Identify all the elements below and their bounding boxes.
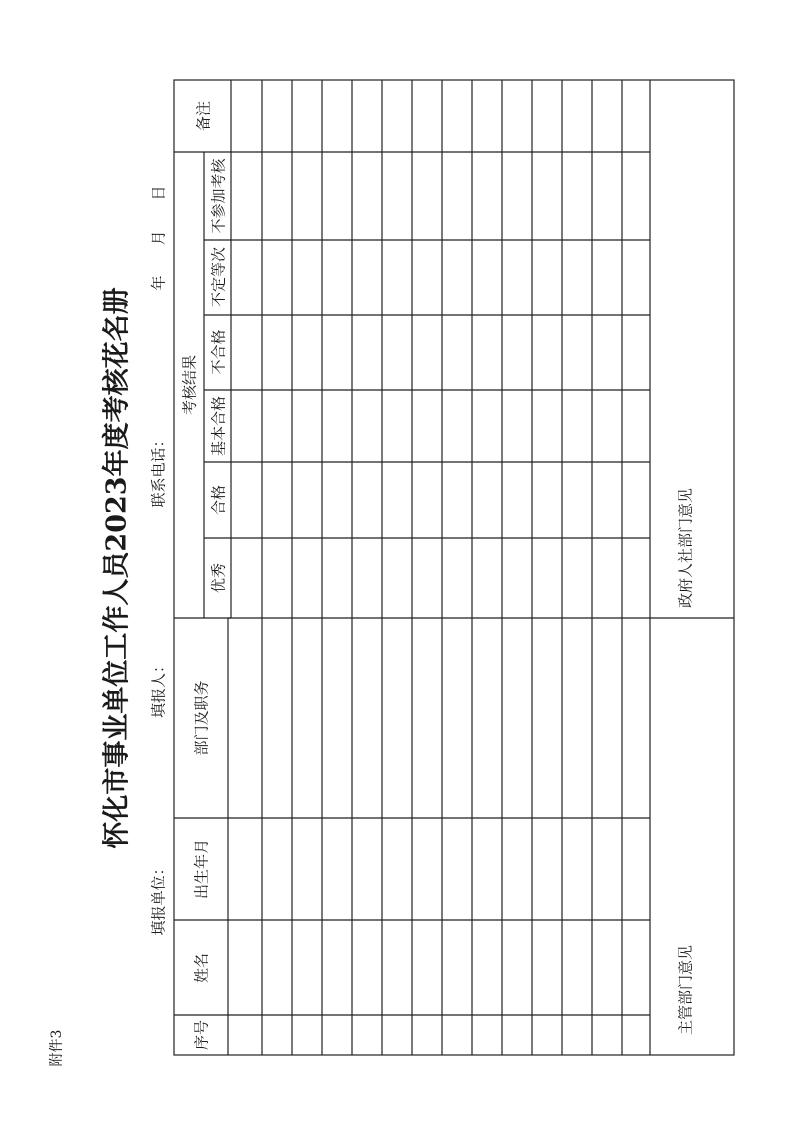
- col-header-remarks: 备注: [194, 100, 213, 132]
- filler-label: 填报人：: [149, 657, 168, 719]
- col-header-unqualified: 不合格: [209, 329, 228, 375]
- col-header-undetermined: 不定等次: [209, 246, 228, 308]
- col-header-basic-qualified: 基本合格: [209, 395, 228, 457]
- phone-label: 联系电话：: [149, 432, 168, 508]
- col-header-dept-position: 部门及职务: [192, 680, 211, 756]
- date-label: 年 月 日: [149, 185, 168, 291]
- col-header-result-group: 考核结果: [180, 354, 199, 416]
- col-header-birth: 出生年月: [192, 838, 211, 900]
- page-title: 怀化市事业单位工作人员2023年度考核花名册: [101, 287, 133, 849]
- attachment-label: 附件3: [49, 1029, 65, 1067]
- col-header-seq: 序号: [192, 1019, 211, 1051]
- fill-unit-label: 填报单位：: [149, 860, 168, 936]
- dept-opinion-label: 主管部门意见: [676, 944, 695, 1036]
- col-header-name: 姓名: [192, 952, 211, 984]
- col-header-qualified: 合格: [209, 484, 228, 516]
- hr-opinion-label: 政府人社部门意见: [676, 487, 695, 609]
- col-header-not-participating: 不参加考核: [209, 158, 228, 234]
- col-header-excellent: 优秀: [209, 562, 228, 594]
